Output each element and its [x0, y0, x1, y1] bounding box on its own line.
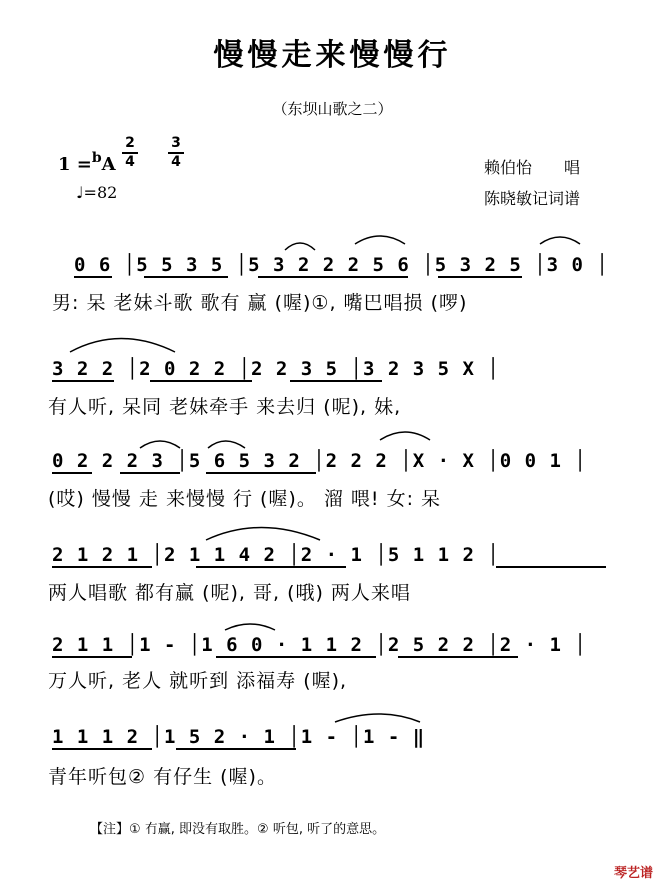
notation-row-6: 1 1 1 2 │1 5 2 · 1 │1 - │1 - ‖: [52, 726, 426, 748]
meter-1-num: 2: [125, 135, 135, 151]
singer-credit: 赖伯怡 唱: [484, 158, 581, 177]
slur: [140, 441, 180, 448]
slur: [380, 432, 430, 440]
slur: [540, 237, 580, 244]
recorder-credit: 陈晓敏记词谱: [484, 189, 581, 208]
slur: [208, 441, 245, 448]
lyrics-row-6: 青年听包② 有仔生 (喔)。: [48, 766, 277, 788]
slur: [206, 528, 320, 541]
slur: [225, 624, 275, 630]
slur: [285, 243, 315, 250]
flat-sign: b: [91, 150, 102, 166]
slur: [70, 339, 175, 353]
meter-1-den: 4: [125, 154, 135, 170]
key-prefix: 1 =: [58, 154, 92, 175]
slur: [335, 714, 420, 722]
key-note: A: [101, 154, 116, 175]
lyrics-row-2: 有人听, 呆同 老妹牵手 来去归 (呢), 妹,: [48, 396, 402, 418]
footnote: 【注】① 冇赢, 即没有取胜。② 听包, 听了的意思。: [90, 822, 386, 837]
lyrics-row-5: 万人听, 老人 就听到 添福寿 (喔),: [48, 670, 348, 692]
page-title: 慢慢走来慢慢行: [213, 38, 452, 73]
site-logo: 琴艺谱: [613, 866, 653, 881]
notation-row-4: 2 1 2 1 │2 1 1 4 2 │2 · 1 │5 1 1 2 │: [52, 544, 500, 566]
meter-2-num: 3: [171, 135, 181, 151]
notation-row-2: 3 2 2 │2 0 2 2 │2 2 3 5 │3 2 3 5 X │: [52, 358, 500, 380]
notation-row-1: 0 6 │5 5 3 5 │5 3 2 2 2 5 6 │5 3 2 5 │3 0 │: [74, 254, 609, 276]
tempo-marking: ♩=82: [76, 183, 118, 202]
notation-row-5: 2 1 1 │1 - │1 6 0 · 1 1 2 │2 5 2 2 │2 · 1 │: [52, 634, 587, 656]
lyrics-row-1: 男: 呆 老妹斗歌 歌有 赢 (喔)①, 嘴巴唱损 (啰): [52, 292, 468, 314]
lyrics-row-4: 两人唱歌 都有赢 (呢), 哥, (哦) 两人来唱: [48, 582, 411, 604]
slur: [355, 236, 405, 244]
notation-row-3: 0 2 2 2 3 │5 6 5 3 2 │2 2 2 │X · X │0 0 1 │: [52, 450, 587, 472]
meter-2-den: 4: [171, 154, 181, 170]
lyrics-row-3: (哎) 慢慢 走 来慢慢 行 (喔)。 溜 喂! 女: 呆: [48, 488, 442, 510]
subtitle: （东坝山歌之二）: [272, 100, 393, 118]
